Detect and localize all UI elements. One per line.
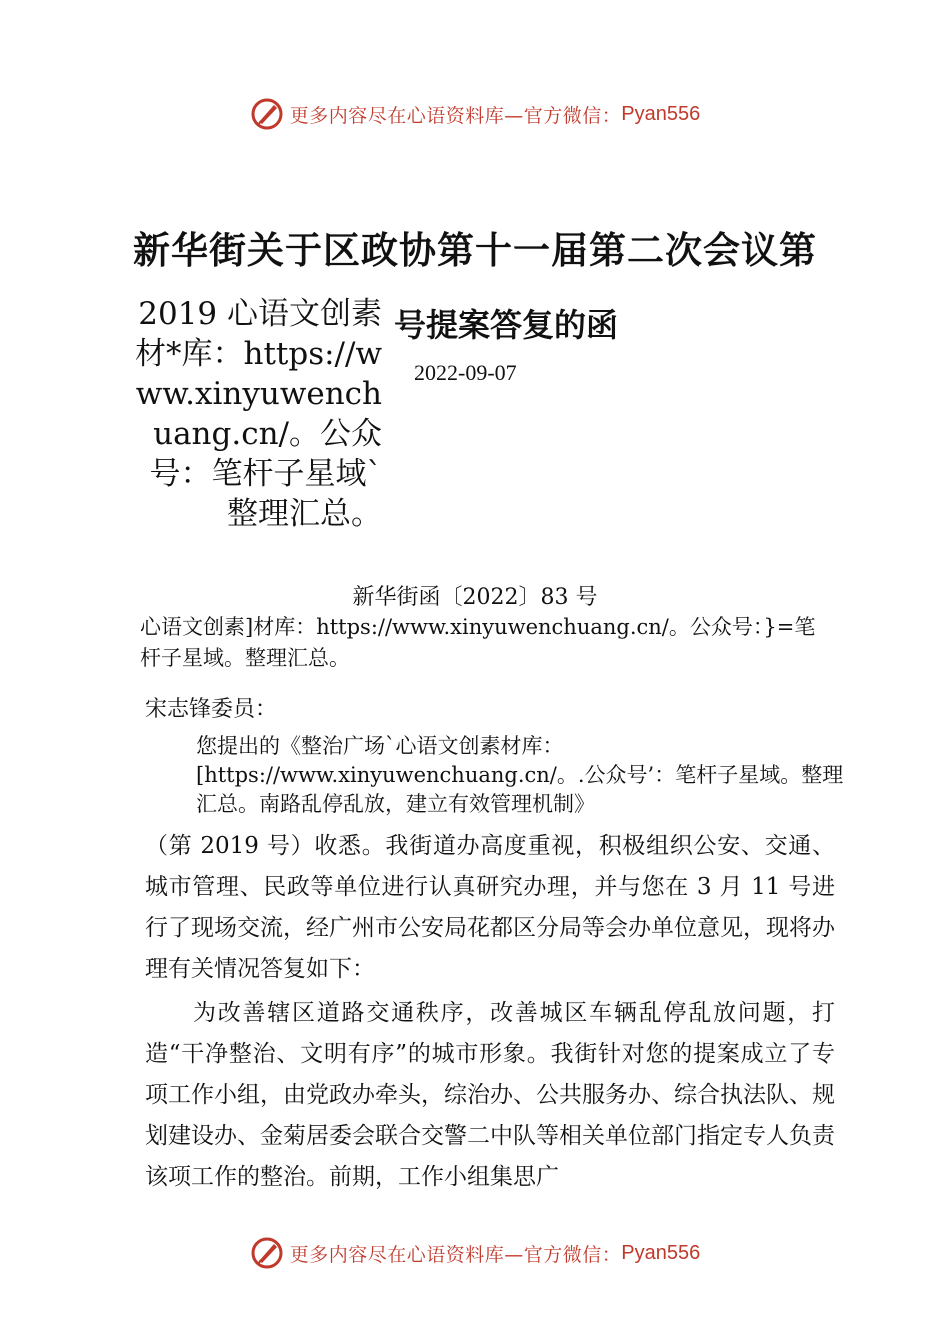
banner-text: 更多内容尽在心语资料库—官方微信：: [289, 104, 622, 127]
pen-seal-logo-icon: [250, 97, 284, 131]
header-banner: [0, 94, 950, 134]
pen-seal-logo-icon: [250, 1236, 284, 1270]
salutation: 宋志锋委员：: [145, 697, 278, 722]
footer-banner: [0, 1233, 950, 1273]
document-title-line2: 号提案答复的函: [394, 306, 619, 344]
banner-wechat-id: Pyan556: [621, 1241, 701, 1264]
watermark-overlay-text: 2019 心语文创素材*库：https://www.xinyuwenchuang.cn/。公众号：笔杆子星域`整理汇总。: [134, 296, 382, 532]
document-title-line1: 新华街关于区政协第十一届第二次会议第: [133, 229, 817, 272]
document-number: 新华街函〔2022〕83 号: [352, 585, 598, 610]
body-paragraph: （第 2019 号）收悉。我街道办高度重视，积极组织公安、交通、城市管理、民政等单位进行认真研究办理，并与您在 3 月 11 号进行了现场交流，经广州市公安局花都区分局等会办单位意见，现将办理有关情况答复如下：: [145, 833, 835, 982]
body-paragraph: 为改善辖区道路交通秩序，改善城区车辆乱停乱放问题，打造“干净整治、文明有序”的城市形象。我街针对您的提案成立了专项工作小组，由党政办牵头，综治办、公共服务办、综合执法队、规划建设办、金菊居委会联合交警二中队等相关单位部门指定专人负责该项工作的整治。前期，工作小组集思广: [145, 1000, 835, 1190]
watermark-line: 心语文创素]材库：https://www.xinyuwenchuang.cn/。公众号：}=笔杆子星域。整理汇总。: [140, 615, 816, 670]
document-date: 2022-09-07: [414, 360, 517, 385]
banner-text: 更多内容尽在心语资料库—官方微信：: [289, 1243, 622, 1266]
banner-wechat-id: Pyan556: [621, 102, 701, 125]
proposal-quote: 您提出的《整治广场`心语文创素材库：[https://www.xinyuwenchuang.cn/。.公众号’：笔杆子星域。整理汇总。南路乱停乱放，建立有效管理机制》: [196, 734, 844, 816]
